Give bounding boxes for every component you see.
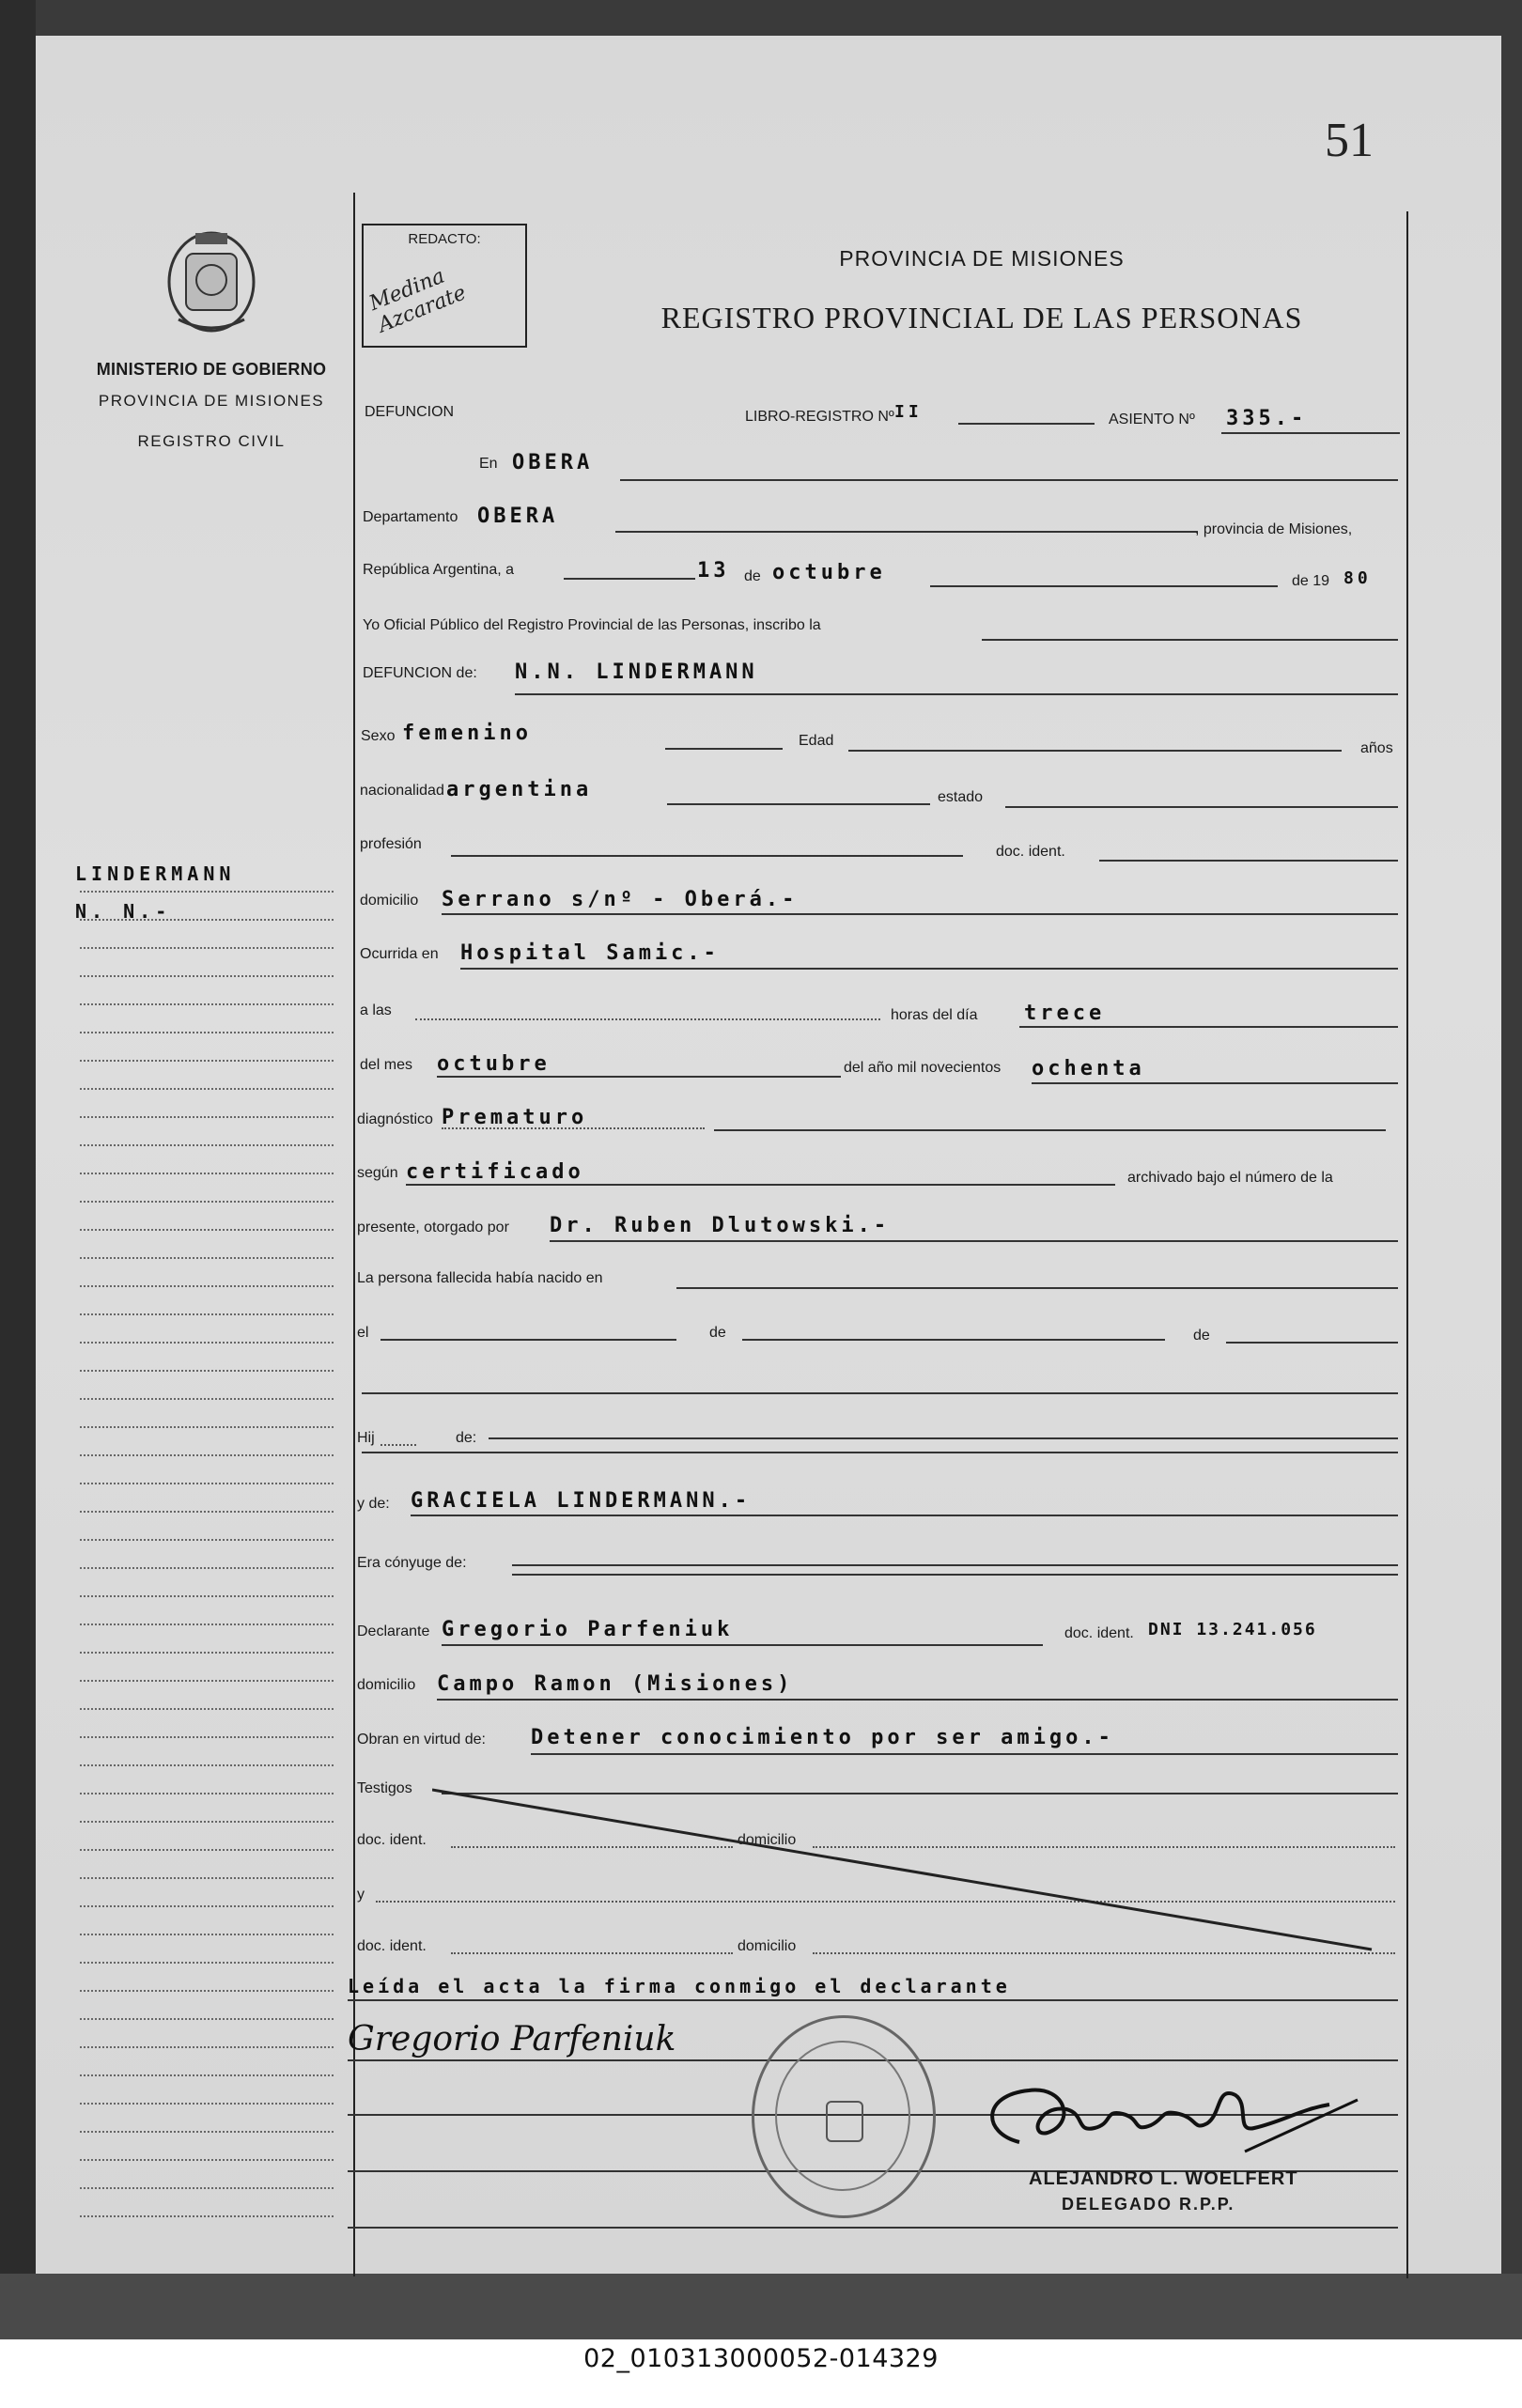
t-domicilio-label: domicilio	[738, 1832, 797, 1848]
estado-label: estado	[938, 789, 984, 805]
yde-value: GRACIELA LINDERMANN.-	[411, 1489, 752, 1513]
margin-ruling-line	[80, 1313, 334, 1315]
margin-ruling-line	[80, 1257, 334, 1259]
header-province: PROVINCIA DE MISIONES	[839, 246, 1125, 271]
margin-ruling-line	[80, 1285, 334, 1287]
t-docident-label: doc. ident.	[357, 1832, 427, 1848]
declarante-label: Declarante	[357, 1623, 430, 1639]
margin-ruling-line	[80, 975, 334, 977]
closing-line	[348, 1999, 1398, 2001]
conyuge-label: Era cónyuge de:	[357, 1555, 467, 1571]
margin-ruling-line	[80, 1623, 334, 1625]
obran-line	[531, 1753, 1398, 1755]
departamento-value: OBERA	[477, 505, 559, 528]
profesion-label: profesión	[360, 836, 422, 852]
mes-value: octubre	[437, 1052, 551, 1076]
segun-label: según	[357, 1165, 398, 1181]
declarante-doc-value: DNI 13.241.056	[1148, 1620, 1317, 1639]
en-line	[620, 479, 1398, 481]
segun-value: certificado	[406, 1160, 584, 1184]
folio-number: 51	[1325, 114, 1374, 167]
archivado-label: archivado bajo el número de la	[1127, 1170, 1333, 1186]
year-value: 80	[1343, 568, 1372, 588]
margin-ruling-line	[80, 2046, 334, 2048]
docident-label: doc. ident.	[996, 844, 1065, 860]
margin-ruling-line	[80, 1567, 334, 1569]
hij-line	[489, 1437, 1398, 1439]
margin-ruling-line	[80, 1116, 334, 1118]
margin-ruling-line	[80, 1849, 334, 1851]
margin-ruling-line	[80, 2018, 334, 2020]
margin-ruling-line	[80, 1201, 334, 1203]
official-stamp-icon	[752, 2015, 936, 2218]
estado-line	[1005, 806, 1398, 808]
redacto-box	[362, 224, 527, 348]
margin-ruling-line	[80, 2103, 334, 2105]
margin-note-name: N. N.-	[75, 900, 172, 923]
official-name: ALEJANDRO L. WOELFERT	[1029, 2168, 1298, 2189]
margin-ruling-line	[80, 1003, 334, 1005]
diagnostico-dotted	[442, 1127, 705, 1129]
departamento-label: Departamento	[363, 509, 458, 525]
record-type-label: DEFUNCION	[365, 404, 455, 420]
dia-line	[1019, 1026, 1398, 1028]
docident-line	[1099, 860, 1398, 862]
image-caption: 02_010313000052-014329	[583, 2344, 939, 2373]
asiento-line	[1221, 432, 1400, 434]
signature-line-4	[348, 2227, 1398, 2229]
ministry-province: PROVINCIA DE MISIONES	[98, 392, 325, 410]
province-crest-icon	[160, 225, 263, 338]
domicilio-label: domicilio	[360, 893, 419, 909]
right-border-rule	[1406, 211, 1408, 2278]
margin-ruling-line	[80, 947, 334, 949]
redacto-label: REDACTO:	[408, 231, 481, 247]
margin-ruling-line	[80, 1511, 334, 1513]
margin-ruling-line	[80, 1877, 334, 1879]
el-line	[380, 1339, 676, 1341]
margin-ruling-line	[80, 1821, 334, 1823]
de1-line	[742, 1339, 1165, 1341]
margin-ruling-line	[80, 1990, 334, 1992]
de2-line	[1226, 1342, 1398, 1344]
margin-ruling-line	[80, 1764, 334, 1766]
ocurrida-line	[460, 968, 1398, 970]
el-label: el	[357, 1325, 369, 1341]
en-value: OBERA	[512, 451, 594, 474]
day-value: 13	[697, 559, 730, 583]
margin-ruling-line	[80, 1144, 334, 1146]
sexo-label: Sexo	[361, 728, 396, 744]
de2-label: de	[1193, 1328, 1210, 1344]
edad-line	[848, 750, 1342, 752]
margin-ruling-line	[80, 1736, 334, 1738]
testigos-label: Testigos	[357, 1780, 412, 1796]
left-column-rule	[353, 193, 355, 2276]
de1-label: de	[709, 1325, 726, 1341]
margin-ruling-line	[80, 1454, 334, 1456]
conyuge-line	[512, 1564, 1398, 1566]
republica-label: República Argentina, a	[363, 562, 514, 578]
presente-label: presente, otorgado por	[357, 1220, 509, 1235]
decl-domicilio-line	[437, 1699, 1398, 1701]
edad-label: Edad	[799, 733, 834, 749]
anio-value: ochenta	[1032, 1057, 1145, 1080]
margin-ruling-line	[80, 1962, 334, 1964]
scan-bottom-edge	[0, 2274, 1522, 2339]
margin-ruling-line	[80, 1398, 334, 1400]
margin-ruling-line	[80, 2187, 334, 2189]
segun-line	[406, 1184, 1115, 1186]
sexo-value: femenino	[402, 722, 532, 745]
margin-ruling-line	[80, 1793, 334, 1794]
margin-ruling-line	[80, 2074, 334, 2076]
official-role: DELEGADO R.P.P.	[1062, 2195, 1235, 2214]
alas-label: a las	[360, 1002, 392, 1018]
provincia-label: , provincia de Misiones,	[1195, 521, 1353, 537]
nacionalidad-label: nacionalidad	[360, 783, 444, 799]
decl-domicilio-value: Campo Ramon (Misiones)	[437, 1672, 794, 1696]
profesion-line	[451, 855, 963, 857]
yde-label: y de:	[357, 1496, 390, 1512]
margin-ruling-line	[80, 1708, 334, 1710]
margin-ruling-line	[80, 1229, 334, 1231]
closing-value: Leída el acta la firma conmigo el declarante	[348, 1975, 1011, 1997]
margin-ruling-line	[80, 1088, 334, 1090]
obran-value: Detener conocimiento por ser amigo.-	[531, 1726, 1114, 1749]
asiento-label: ASIENTO Nº	[1109, 412, 1195, 427]
redacto-signature: Medina Azcarate	[365, 264, 470, 338]
libro-value: II	[894, 402, 923, 422]
defuncion-label: DEFUNCION de:	[363, 665, 477, 681]
defuncion-line	[515, 693, 1398, 695]
margin-ruling-line	[80, 1370, 334, 1372]
nacionalidad-line	[667, 803, 930, 805]
margin-ruling-line	[80, 1483, 334, 1484]
dia-value: trece	[1024, 1002, 1106, 1025]
nacido-line	[676, 1287, 1398, 1289]
margin-ruling-line	[80, 2215, 334, 2217]
margin-ruling-line	[80, 2159, 334, 2161]
anos-label: años	[1360, 740, 1393, 756]
ocurrida-label: Ocurrida en	[360, 946, 439, 962]
month-line	[930, 585, 1278, 587]
official-signature-icon	[963, 2067, 1376, 2170]
y-label: y	[357, 1887, 365, 1903]
margin-ruling-line	[80, 1680, 334, 1682]
cancel-stroke	[432, 1780, 1400, 1959]
libro-line	[958, 423, 1095, 425]
margin-ruling-line	[80, 1595, 334, 1597]
nacido-label: La persona fallecida había nacido en	[357, 1270, 603, 1286]
margin-ruling-line	[80, 1539, 334, 1541]
de-year-label: de 19	[1292, 573, 1330, 589]
ministry-office: REGISTRO CIVIL	[137, 432, 286, 450]
obran-label: Obran en virtud de:	[357, 1732, 486, 1748]
margin-ruling-line	[80, 1905, 334, 1907]
margin-ruling-line	[80, 1426, 334, 1428]
margin-ruling-line	[80, 2131, 334, 2133]
hij-line-2	[362, 1452, 1398, 1453]
blank-line	[362, 1392, 1398, 1394]
domicilio-value: Serrano s/nº - Oberá.-	[442, 888, 799, 911]
margin-ruling-line	[80, 1652, 334, 1654]
delmes-label: del mes	[360, 1057, 413, 1073]
day-line	[564, 578, 695, 580]
asiento-value: 335.-	[1226, 407, 1308, 430]
diagnostico-label: diagnóstico	[357, 1111, 433, 1127]
diagnostico-line	[714, 1129, 1386, 1131]
ocurrida-value: Hospital Samic.-	[460, 941, 720, 965]
declarant-signature: Gregorio Parfeniuk	[348, 2020, 676, 2058]
sexo-line	[665, 748, 783, 750]
t2-domicilio-label: domicilio	[738, 1938, 797, 1954]
header-registry: REGISTRO PROVINCIAL DE LAS PERSONAS	[660, 301, 1303, 334]
margin-ruling-line	[80, 1342, 334, 1344]
horas-label: horas del día	[891, 1007, 978, 1023]
declarante-value: Gregorio Parfeniuk	[442, 1618, 734, 1641]
hij-de-label: de:	[456, 1430, 477, 1446]
anio-line	[1032, 1082, 1398, 1084]
month-value: octubre	[772, 561, 886, 584]
mes-line	[437, 1076, 841, 1078]
declarante-doc-label: doc. ident.	[1064, 1625, 1134, 1641]
margin-ruling-line	[80, 1934, 334, 1935]
stamp-crest-icon	[826, 2101, 863, 2142]
margin-ruling-line	[80, 1060, 334, 1062]
domicilio-line	[442, 913, 1398, 915]
libro-label: LIBRO-REGISTRO Nº	[745, 409, 894, 425]
alas-line	[415, 1018, 880, 1020]
departamento-line	[615, 531, 1198, 533]
decl-domicilio-label: domicilio	[357, 1677, 416, 1693]
stamp-ring	[775, 2041, 910, 2191]
declarante-line	[442, 1644, 1043, 1646]
nacionalidad-value: argentina	[446, 778, 593, 801]
official-text: Yo Oficial Público del Registro Provincial de las Personas, inscribo la	[363, 617, 821, 633]
yde-line	[411, 1515, 1398, 1516]
margin-ruling-line	[80, 1032, 334, 1033]
t2-docident-label: doc. ident.	[357, 1938, 427, 1954]
defuncion-value: N.N. LINDERMANN	[515, 660, 758, 684]
ministry-title: MINISTERIO DE GOBIERNO	[96, 360, 327, 379]
margin-ruling-line	[80, 1173, 334, 1174]
hij-label: Hij	[357, 1430, 375, 1446]
margin-ruling-line	[80, 919, 334, 921]
margin-ruling-line	[80, 891, 334, 893]
en-label: En	[479, 456, 498, 472]
official-line	[982, 639, 1398, 641]
presente-value: Dr. Ruben Dlutowski.-	[550, 1214, 891, 1237]
anio-label: del año mil novecientos	[844, 1060, 1002, 1076]
presente-line	[550, 1240, 1398, 1242]
de-label: de	[744, 568, 761, 584]
margin-note-surname: LINDERMANN	[75, 862, 236, 885]
book-spine-shadow	[0, 0, 36, 2339]
conyuge-line-2	[512, 1574, 1398, 1576]
hij-dots	[380, 1444, 416, 1446]
diagnostico-value: Prematuro	[442, 1106, 588, 1129]
